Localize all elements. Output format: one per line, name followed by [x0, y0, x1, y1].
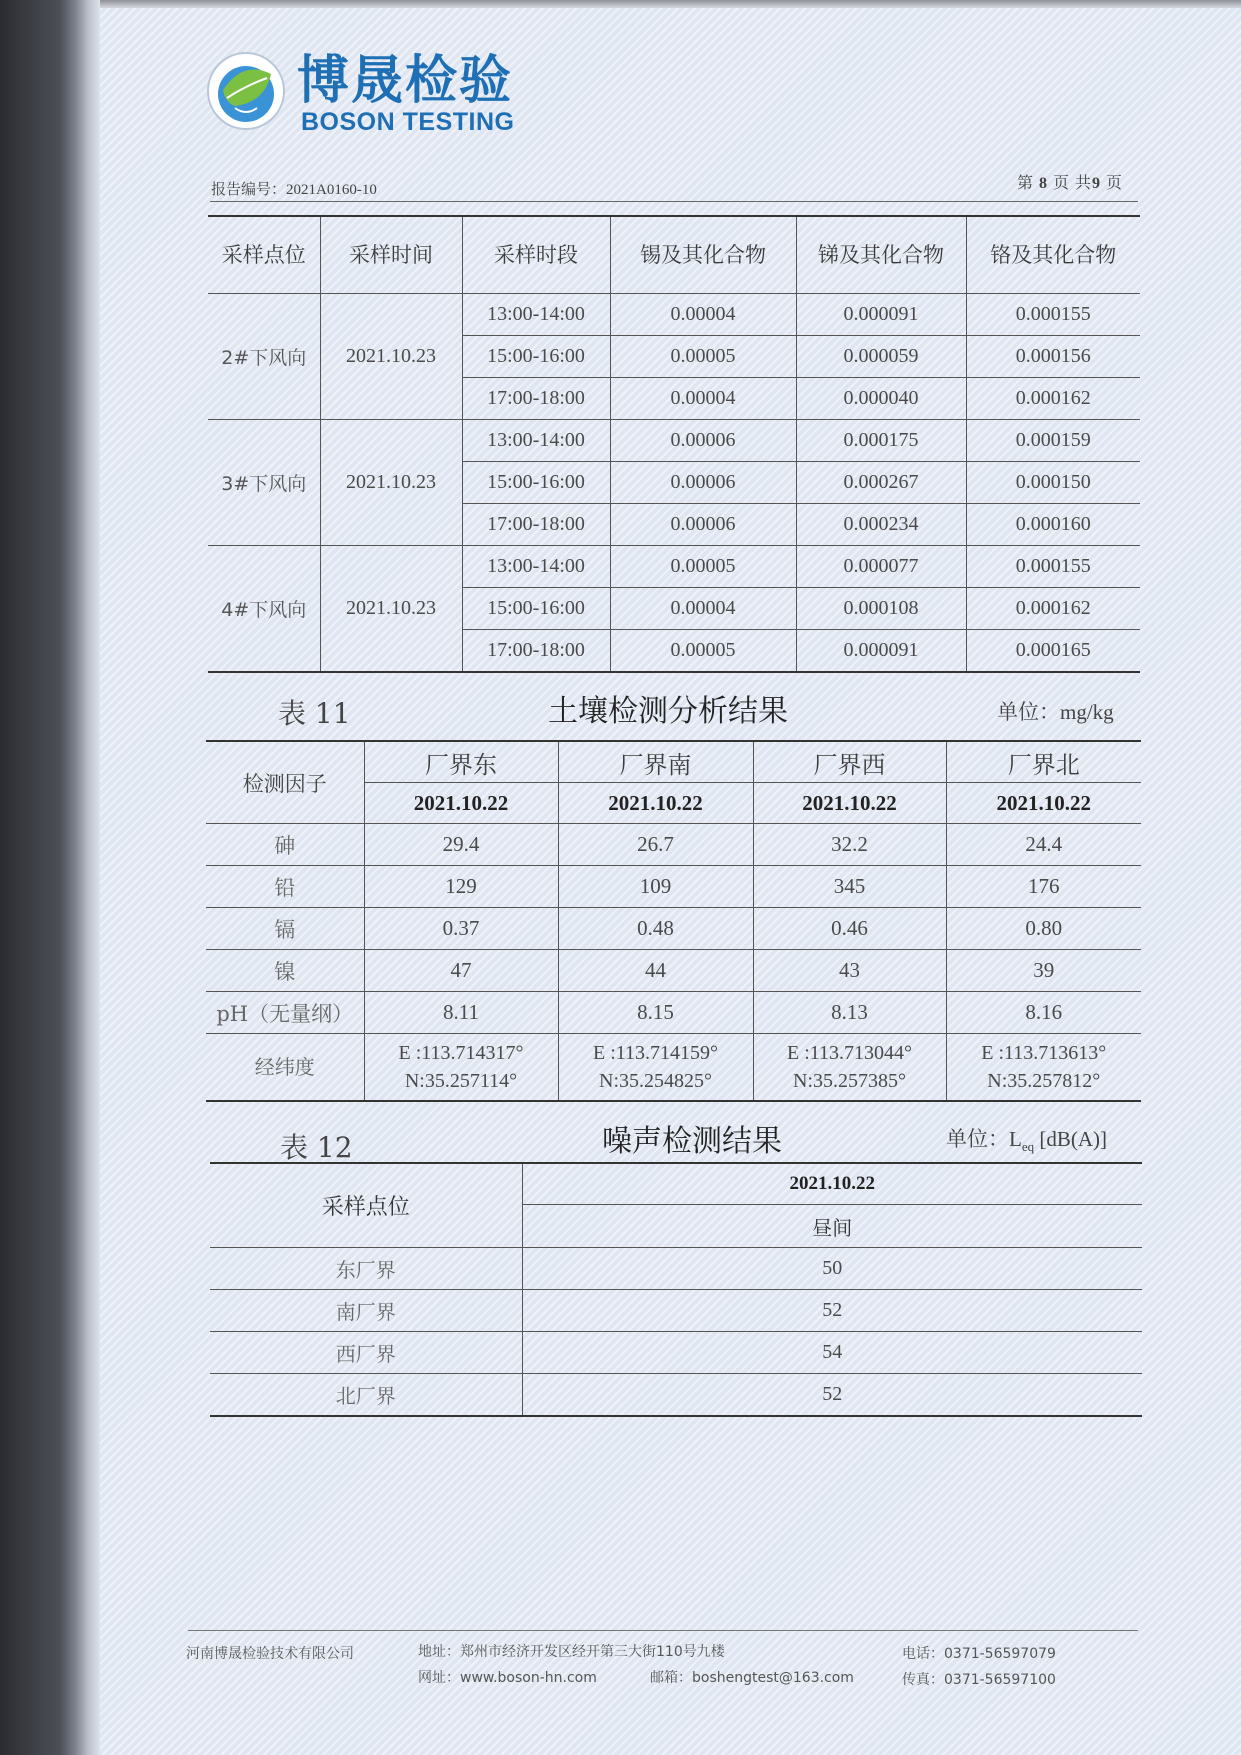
time-slot: 13:00-14:00	[462, 546, 610, 588]
time-slot: 17:00-18:00	[462, 630, 610, 673]
table-cell: 8.13	[753, 992, 946, 1034]
factor-header: 检测因子	[206, 741, 364, 824]
table-row	[208, 294, 1140, 336]
tin-value: 0.00006	[610, 462, 796, 504]
longitude: E :113.714317°	[398, 1042, 524, 1064]
page-current: 8	[1038, 175, 1048, 192]
footer-phone: 电话：0371-56597079	[902, 1646, 1056, 1662]
sampling-date: 2021.10.23	[320, 420, 462, 546]
noise-table	[210, 1162, 1142, 1417]
table-cell: 176	[946, 866, 1141, 908]
time-slot: 17:00-18:00	[462, 378, 610, 420]
sampling-site: 2#下风向	[208, 294, 320, 420]
longitude: E :113.713613°	[981, 1042, 1107, 1064]
time-slot: 15:00-16:00	[462, 588, 610, 630]
page-suffix: 页	[1105, 175, 1123, 192]
chromium-value: 0.000162	[966, 588, 1140, 630]
time-slot: 15:00-16:00	[462, 336, 610, 378]
table-cell: 29.4	[364, 824, 558, 866]
antimony-value: 0.000091	[796, 630, 966, 673]
factor-label: 镍	[206, 950, 364, 992]
sampling-site: 4#下风向	[208, 546, 320, 673]
table-12-unit	[946, 1123, 1107, 1155]
site-label: 东厂界	[210, 1248, 522, 1290]
chromium-value: 0.000150	[966, 462, 1140, 504]
table-11-number: 表 11	[278, 697, 351, 730]
chromium-value: 0.000156	[966, 336, 1140, 378]
tin-value: 0.00004	[610, 378, 796, 420]
company-logo	[205, 50, 525, 140]
table-cell: 32.2	[753, 824, 946, 866]
date-header: 2021.10.22	[522, 1163, 1142, 1205]
factor-label: 铅	[206, 866, 364, 908]
table-row	[206, 866, 1141, 908]
header-rule	[210, 201, 1138, 202]
table-cell: 26.7	[558, 824, 753, 866]
table-row	[208, 546, 1140, 588]
coord-label: 经纬度	[206, 1034, 364, 1102]
column-header-south: 厂界南	[558, 741, 753, 783]
air-sampling-table	[208, 215, 1140, 673]
footer-rule	[188, 1630, 1138, 1631]
tin-value: 0.00005	[610, 336, 796, 378]
time-slot: 13:00-14:00	[462, 420, 610, 462]
table-row	[206, 950, 1141, 992]
antimony-value: 0.000267	[796, 462, 966, 504]
antimony-value: 0.000091	[796, 294, 966, 336]
table-cell: 0.46	[753, 908, 946, 950]
table-header-row	[210, 1163, 1142, 1205]
column-header: 采样时间	[320, 216, 462, 294]
antimony-value: 0.000040	[796, 378, 966, 420]
column-header-west: 厂界西	[753, 741, 946, 783]
column-header: 锑及其化合物	[796, 216, 966, 294]
column-header-east: 厂界东	[364, 741, 558, 783]
table-cell: 39	[946, 950, 1141, 992]
table-11-title: 土壤检测分析结果	[548, 694, 788, 729]
column-date: 2021.10.22	[364, 783, 558, 824]
chromium-value: 0.000160	[966, 504, 1140, 546]
tin-value: 0.00004	[610, 588, 796, 630]
table-header-row	[206, 741, 1141, 783]
tin-value: 0.00005	[610, 630, 796, 673]
chromium-value: 0.000165	[966, 630, 1140, 673]
chromium-value: 0.000162	[966, 378, 1140, 420]
sampling-site: 3#下风向	[208, 420, 320, 546]
table-row	[210, 1374, 1142, 1417]
antimony-value: 0.000108	[796, 588, 966, 630]
page-indicator	[1017, 170, 1123, 193]
latitude: N:35.254825°	[599, 1070, 712, 1092]
chromium-value: 0.000155	[966, 294, 1140, 336]
factor-label: pH（无量纲）	[206, 992, 364, 1034]
table-row	[210, 1248, 1142, 1290]
noise-value: 50	[522, 1248, 1142, 1290]
book-spine-shadow	[0, 0, 100, 1755]
tin-value: 0.00006	[610, 504, 796, 546]
unit-suffix: [dB(A)]	[1034, 1127, 1108, 1151]
period-header: 昼间	[522, 1205, 1142, 1248]
table-cell: 24.4	[946, 824, 1141, 866]
latitude: N:35.257114°	[404, 1070, 518, 1092]
coord-cell	[753, 1034, 946, 1102]
footer-website: 网址：www.boson-hn.com	[418, 1670, 597, 1686]
tin-value: 0.00006	[610, 420, 796, 462]
factor-label: 镉	[206, 908, 364, 950]
site-label: 西厂界	[210, 1332, 522, 1374]
column-header: 铬及其化合物	[966, 216, 1140, 294]
table-cell: 0.48	[558, 908, 753, 950]
unit-symbol: L	[1009, 1127, 1022, 1151]
page-mid: 页 共	[1052, 175, 1092, 192]
table-row	[206, 824, 1141, 866]
tin-value: 0.00005	[610, 546, 796, 588]
site-header: 采样点位	[210, 1163, 522, 1248]
time-slot: 13:00-14:00	[462, 294, 610, 336]
tin-value: 0.00004	[610, 294, 796, 336]
table-header-row	[208, 216, 1140, 294]
table-11-unit: 单位：mg/kg	[997, 700, 1114, 724]
table-row	[208, 420, 1140, 462]
unit-subscript: eq	[1021, 1139, 1035, 1155]
table-cell: 8.16	[946, 992, 1141, 1034]
column-date: 2021.10.22	[558, 783, 753, 824]
sampling-date: 2021.10.23	[320, 294, 462, 420]
table-cell: 8.11	[364, 992, 558, 1034]
column-date: 2021.10.22	[946, 783, 1141, 824]
table-row	[206, 1034, 1141, 1102]
page-prefix: 第	[1016, 175, 1034, 192]
chromium-value: 0.000155	[966, 546, 1140, 588]
time-slot: 15:00-16:00	[462, 462, 610, 504]
page-top-edge	[100, 0, 1241, 8]
site-label: 南厂界	[210, 1290, 522, 1332]
soil-analysis-table	[206, 740, 1141, 1102]
table-cell: 129	[364, 866, 558, 908]
table-row	[206, 908, 1141, 950]
table-cell: 0.80	[946, 908, 1141, 950]
table-12-number: 表 12	[280, 1131, 353, 1164]
table-cell: 44	[558, 950, 753, 992]
footer-address: 地址：郑州市经济开发区经开第三大街110号九楼	[418, 1644, 725, 1660]
column-date: 2021.10.22	[753, 783, 946, 824]
coord-cell	[364, 1034, 558, 1102]
antimony-value: 0.000234	[796, 504, 966, 546]
antimony-value: 0.000059	[796, 336, 966, 378]
footer-company: 河南博晟检验技术有限公司	[186, 1646, 354, 1662]
latitude: N:35.257812°	[987, 1070, 1101, 1092]
table-row	[210, 1290, 1142, 1332]
noise-value: 54	[522, 1332, 1142, 1374]
time-slot: 17:00-18:00	[462, 504, 610, 546]
column-header: 锡及其化合物	[610, 216, 796, 294]
chromium-value: 0.000159	[966, 420, 1140, 462]
unit-prefix: 单位：	[946, 1127, 1009, 1151]
page-total: 9	[1091, 175, 1101, 192]
sampling-date: 2021.10.23	[320, 546, 462, 673]
noise-value: 52	[522, 1290, 1142, 1332]
table-row	[206, 992, 1141, 1034]
table-12-title: 噪声检测结果	[602, 1124, 782, 1159]
column-header: 采样时段	[462, 216, 610, 294]
footer-email: 邮箱：boshengtest@163.com	[650, 1670, 854, 1686]
table-cell: 0.37	[364, 908, 558, 950]
logo-english-name: BOSON TESTING	[301, 108, 515, 136]
report-number: 报告编号：2021A0160-10	[211, 182, 377, 198]
table-cell: 47	[364, 950, 558, 992]
longitude: E :113.713044°	[786, 1042, 913, 1064]
leaf-globe-icon	[205, 50, 287, 132]
table-cell: 109	[558, 866, 753, 908]
column-header-north: 厂界北	[946, 741, 1141, 783]
coord-cell	[558, 1034, 753, 1102]
footer-fax: 传真：0371-56597100	[902, 1672, 1056, 1688]
site-label: 北厂界	[210, 1374, 522, 1417]
coord-cell	[946, 1034, 1141, 1102]
table-cell: 345	[753, 866, 946, 908]
noise-value: 52	[522, 1374, 1142, 1417]
table-row	[210, 1332, 1142, 1374]
table-cell: 43	[753, 950, 946, 992]
logo-chinese-name: 博晟检验	[297, 51, 514, 111]
latitude: N:35.257385°	[793, 1070, 906, 1092]
factor-label: 砷	[206, 824, 364, 866]
antimony-value: 0.000077	[796, 546, 966, 588]
column-header: 采样点位	[208, 216, 320, 294]
table-cell: 8.15	[558, 992, 753, 1034]
longitude: E :113.714159°	[592, 1042, 719, 1064]
antimony-value: 0.000175	[796, 420, 966, 462]
